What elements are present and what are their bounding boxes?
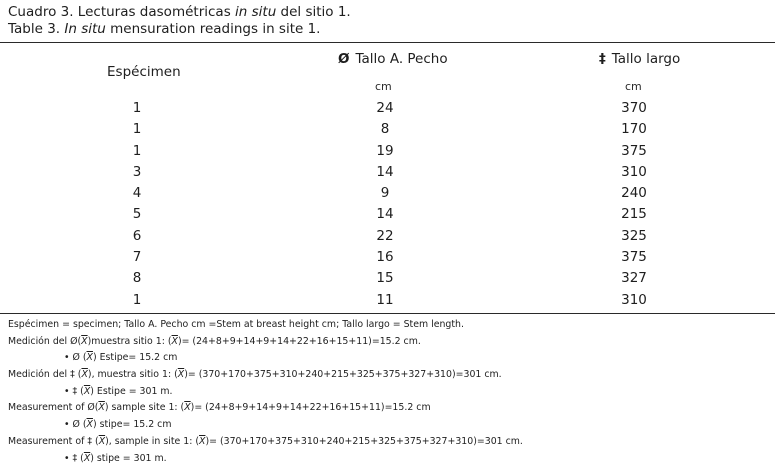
note-text: Measurement of Ø( (8, 402, 98, 413)
table-caption-en (8, 21, 320, 37)
note-text: ) Estipe= 15.2 cm (93, 352, 177, 363)
mean-x-bar: $\overline{X}$ (87, 419, 93, 430)
note-text: Measurement of ‡ ( (8, 436, 99, 447)
table-row (0, 291, 775, 312)
note-medicion-largo (8, 367, 523, 384)
cell-pecho: 9 (355, 185, 415, 201)
mean-x-bar: $\overline{X}$ (81, 336, 87, 347)
cell-largo: 310 (604, 164, 664, 180)
cell-pecho: 24 (355, 100, 415, 116)
mean-x-bar: $\overline{X}$ (184, 402, 190, 413)
header-tallo-pecho (338, 51, 448, 67)
note-measurement-diameter (8, 400, 523, 417)
note-stipe-diameter (8, 417, 523, 434)
table-bottom-rule (0, 313, 775, 314)
table-notes (8, 317, 523, 467)
cell-pecho: 15 (355, 270, 415, 286)
mean-x-bar: $\overline{X}$ (81, 369, 87, 380)
header-especimen: Espécimen (107, 64, 181, 80)
note-text: ) Estipe = 301 m. (90, 386, 172, 397)
mean-x-bar: $\overline{X}$ (99, 436, 105, 447)
table-row (0, 227, 775, 248)
table-row (0, 163, 775, 184)
note-text: )= (24+8+9+14+9+14+22+16+15+11)=15.2 cm (191, 402, 431, 413)
note-text: )= (370+170+375+310+240+215+325+375+327+310)=301 cm. (184, 369, 501, 380)
caption-es-prefix: Cuadro 3. Lecturas dasométricas (8, 4, 235, 20)
note-medicion-diametro (8, 334, 523, 351)
cell-largo: 327 (604, 270, 664, 286)
cell-largo: 325 (604, 228, 664, 244)
cell-especimen: 1 (107, 121, 167, 137)
table-row (0, 205, 775, 226)
note-text: Medición del ‡ ( (8, 369, 81, 380)
cell-pecho: 16 (355, 249, 415, 265)
note-text: )muestra sitio 1: ( (88, 336, 172, 347)
mean-x-bar: $\overline{X}$ (84, 453, 90, 464)
cell-largo: 310 (604, 292, 664, 308)
note-measurement-length (8, 434, 523, 451)
note-text: • ‡ ( (64, 453, 84, 464)
caption-en-italic: In situ (64, 21, 105, 37)
note-text: • Ø ( (64, 352, 87, 363)
mean-x-bar: $\overline{X}$ (87, 352, 93, 363)
cell-pecho: 19 (355, 143, 415, 159)
cell-especimen: 1 (107, 143, 167, 159)
header-tallo-pecho-label: Tallo A. Pecho (355, 51, 447, 67)
note-legend: Espécimen = specimen; Tallo A. Pecho cm =Stem at breast height cm; Tallo largo = Stem length. (8, 317, 523, 334)
cell-especimen: 7 (107, 249, 167, 265)
unit-largo: cm (625, 80, 642, 93)
note-text: ), sample in site 1: ( (105, 436, 199, 447)
mean-x-bar: $\overline{X}$ (172, 336, 178, 347)
note-text: • ‡ ( (64, 386, 84, 397)
table-caption-es (8, 4, 351, 20)
cell-especimen: 4 (107, 185, 167, 201)
cell-especimen: 3 (107, 164, 167, 180)
note-stipe-length (8, 451, 523, 467)
cell-largo: 370 (604, 100, 664, 116)
cell-pecho: 11 (355, 292, 415, 308)
note-text: )= (370+170+375+310+240+215+325+375+327+310)=301 cm. (205, 436, 522, 447)
cell-largo: 375 (604, 143, 664, 159)
table-row (0, 99, 775, 120)
note-text: ) stipe = 301 m. (90, 453, 166, 464)
cell-largo: 375 (604, 249, 664, 265)
note-text: Medición del Ø( (8, 336, 81, 347)
cell-pecho: 8 (355, 121, 415, 137)
note-estipe-diametro (8, 350, 523, 367)
note-estipe-largo (8, 384, 523, 401)
mean-x-bar: $\overline{X}$ (84, 386, 90, 397)
cell-especimen: 6 (107, 228, 167, 244)
double-dagger-symbol-icon: ‡ (599, 51, 606, 67)
cell-pecho: 14 (355, 164, 415, 180)
table-row (0, 184, 775, 205)
mean-x-bar: $\overline{X}$ (178, 369, 184, 380)
diameter-symbol-icon: Ø (338, 51, 349, 67)
cell-largo: 240 (604, 185, 664, 201)
cell-largo: 170 (604, 121, 664, 137)
note-text: • Ø ( (64, 419, 87, 430)
caption-en-prefix: Table 3. (8, 21, 64, 37)
header-tallo-largo (599, 51, 680, 67)
note-text: ), muestra sitio 1: ( (88, 369, 178, 380)
note-text: )= (24+8+9+14+9+14+22+16+15+11)=15.2 cm. (178, 336, 421, 347)
caption-es-suffix: del sitio 1. (276, 4, 350, 20)
header-tallo-largo-label: Tallo largo (612, 51, 681, 67)
unit-pecho: cm (375, 80, 392, 93)
caption-es-italic: in situ (235, 4, 276, 20)
mean-x-bar: $\overline{X}$ (98, 402, 104, 413)
cell-pecho: 14 (355, 206, 415, 222)
table-row (0, 120, 775, 141)
cell-especimen: 1 (107, 100, 167, 116)
note-text: ) stipe= 15.2 cm (93, 419, 172, 430)
caption-en-suffix: mensuration readings in site 1. (106, 21, 321, 37)
table-row (0, 142, 775, 163)
cell-especimen: 1 (107, 292, 167, 308)
table-body (0, 99, 775, 312)
note-text: ) sample site 1: ( (105, 402, 184, 413)
table-row (0, 248, 775, 269)
cell-especimen: 5 (107, 206, 167, 222)
mean-x-bar: $\overline{X}$ (199, 436, 205, 447)
cell-pecho: 22 (355, 228, 415, 244)
cell-especimen: 8 (107, 270, 167, 286)
cell-largo: 215 (604, 206, 664, 222)
table-row (0, 269, 775, 290)
table-top-rule (0, 42, 775, 43)
